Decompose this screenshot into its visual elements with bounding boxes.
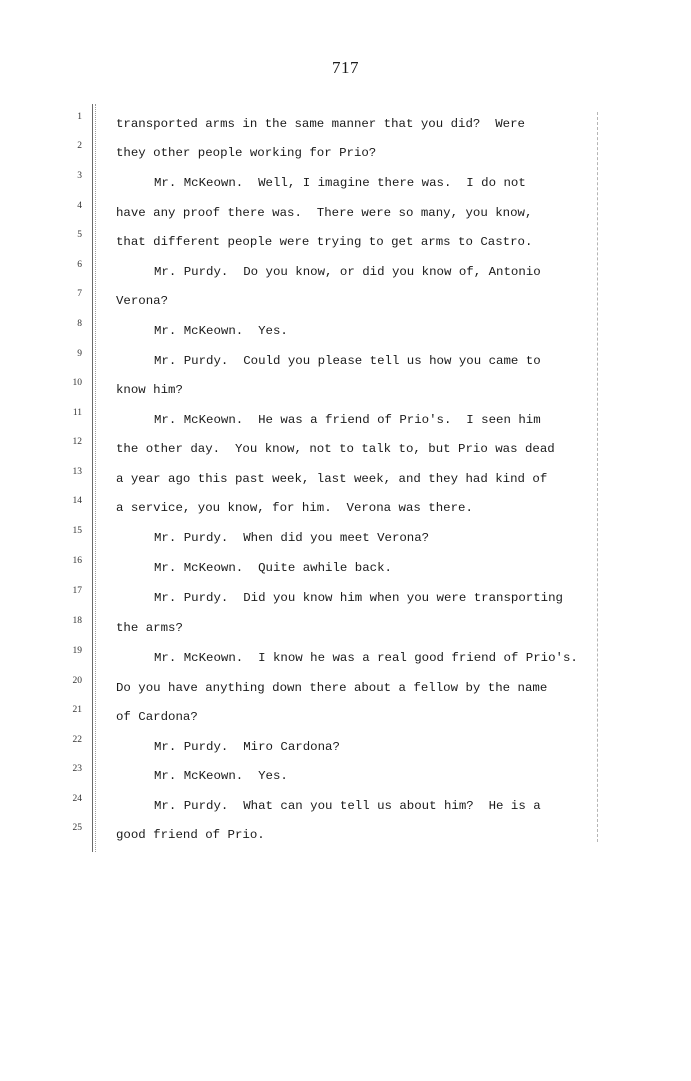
line-number: 13 [72, 467, 82, 477]
line-text: Mr. McKeown. Yes. [154, 324, 288, 338]
line-number: 17 [72, 586, 82, 596]
transcript-line [0, 764, 691, 788]
transcript-line [0, 289, 691, 313]
transcript-line [0, 794, 691, 818]
page-number: 717 [332, 58, 359, 77]
line-number: 4 [77, 201, 82, 211]
line-number: 6 [77, 260, 82, 270]
line-text: that different people were trying to get arms to Castro. [116, 235, 533, 249]
line-text: have any proof there was. There were so many, you know, [116, 206, 533, 220]
line-text: Do you have anything down there about a fellow by the name [116, 681, 548, 695]
transcript-line [0, 646, 691, 670]
transcript-line [0, 616, 691, 640]
line-text: Mr. Purdy. Miro Cardona? [154, 740, 340, 754]
line-number: 20 [72, 676, 82, 686]
line-text: a service, you know, for him. Verona was there. [116, 501, 473, 515]
line-number: 25 [72, 823, 82, 833]
line-number: 9 [77, 349, 82, 359]
transcript-line [0, 319, 691, 343]
line-text: Mr. Purdy. Could you please tell us how you came to [154, 354, 541, 368]
line-number: 22 [72, 735, 82, 745]
line-number: 14 [72, 496, 82, 506]
transcript-line [0, 201, 691, 225]
line-number: 15 [72, 526, 82, 536]
line-text: good friend of Prio. [116, 828, 265, 842]
line-number: 1 [77, 112, 82, 122]
line-number: 2 [77, 141, 82, 151]
line-text: know him? [116, 383, 183, 397]
line-number: 5 [77, 230, 82, 240]
transcript-line [0, 260, 691, 284]
line-text: Mr. Purdy. Do you know, or did you know of, Antonio [154, 265, 541, 279]
line-text: Mr. McKeown. Quite awhile back. [154, 561, 392, 575]
line-number: 16 [72, 556, 82, 566]
transcript-line [0, 408, 691, 432]
transcript-line [0, 735, 691, 759]
line-text: transported arms in the same manner that you did? Were [116, 117, 525, 131]
transcript-line [0, 230, 691, 254]
line-text: Mr. McKeown. He was a friend of Prio's. I seen him [154, 413, 541, 427]
transcript-line [0, 378, 691, 402]
line-text: Verona? [116, 294, 169, 308]
line-number: 12 [72, 437, 82, 447]
transcript-line [0, 437, 691, 461]
line-number: 18 [72, 616, 82, 626]
line-number: 19 [72, 646, 82, 656]
line-text: Mr. McKeown. Yes. [154, 769, 288, 783]
transcript-line [0, 496, 691, 520]
line-text: a year ago this past week, last week, and they had kind of [116, 472, 548, 486]
line-text: the other day. You know, not to talk to, but Prio was dead [116, 442, 555, 456]
line-number: 10 [72, 378, 82, 388]
line-number: 11 [72, 408, 82, 418]
transcript-line [0, 141, 691, 165]
line-text: Mr. Purdy. When did you meet Verona? [154, 531, 430, 545]
transcript-line [0, 526, 691, 550]
line-text: Mr. Purdy. What can you tell us about him? He is a [154, 799, 541, 813]
line-text: Mr. McKeown. Well, I imagine there was. I do not [154, 176, 526, 190]
line-number: 24 [72, 794, 82, 804]
line-number: 23 [72, 764, 82, 774]
line-text: Mr. McKeown. I know he was a real good friend of Prio's. [154, 651, 578, 665]
transcript-line [0, 467, 691, 491]
transcript-line [0, 705, 691, 729]
transcript-line [0, 823, 691, 847]
line-number: 7 [77, 289, 82, 299]
transcript-line [0, 586, 691, 610]
line-text: they other people working for Prio? [116, 146, 377, 160]
line-number: 8 [77, 319, 82, 329]
line-text: of Cardona? [116, 710, 198, 724]
transcript-line [0, 171, 691, 195]
transcript-line [0, 676, 691, 700]
line-number: 3 [77, 171, 82, 181]
transcript-line [0, 349, 691, 373]
transcript-line [0, 556, 691, 580]
transcript-line [0, 112, 691, 136]
line-number: 21 [72, 705, 82, 715]
line-text: Mr. Purdy. Did you know him when you were transporting [154, 591, 563, 605]
line-text: the arms? [116, 621, 183, 635]
